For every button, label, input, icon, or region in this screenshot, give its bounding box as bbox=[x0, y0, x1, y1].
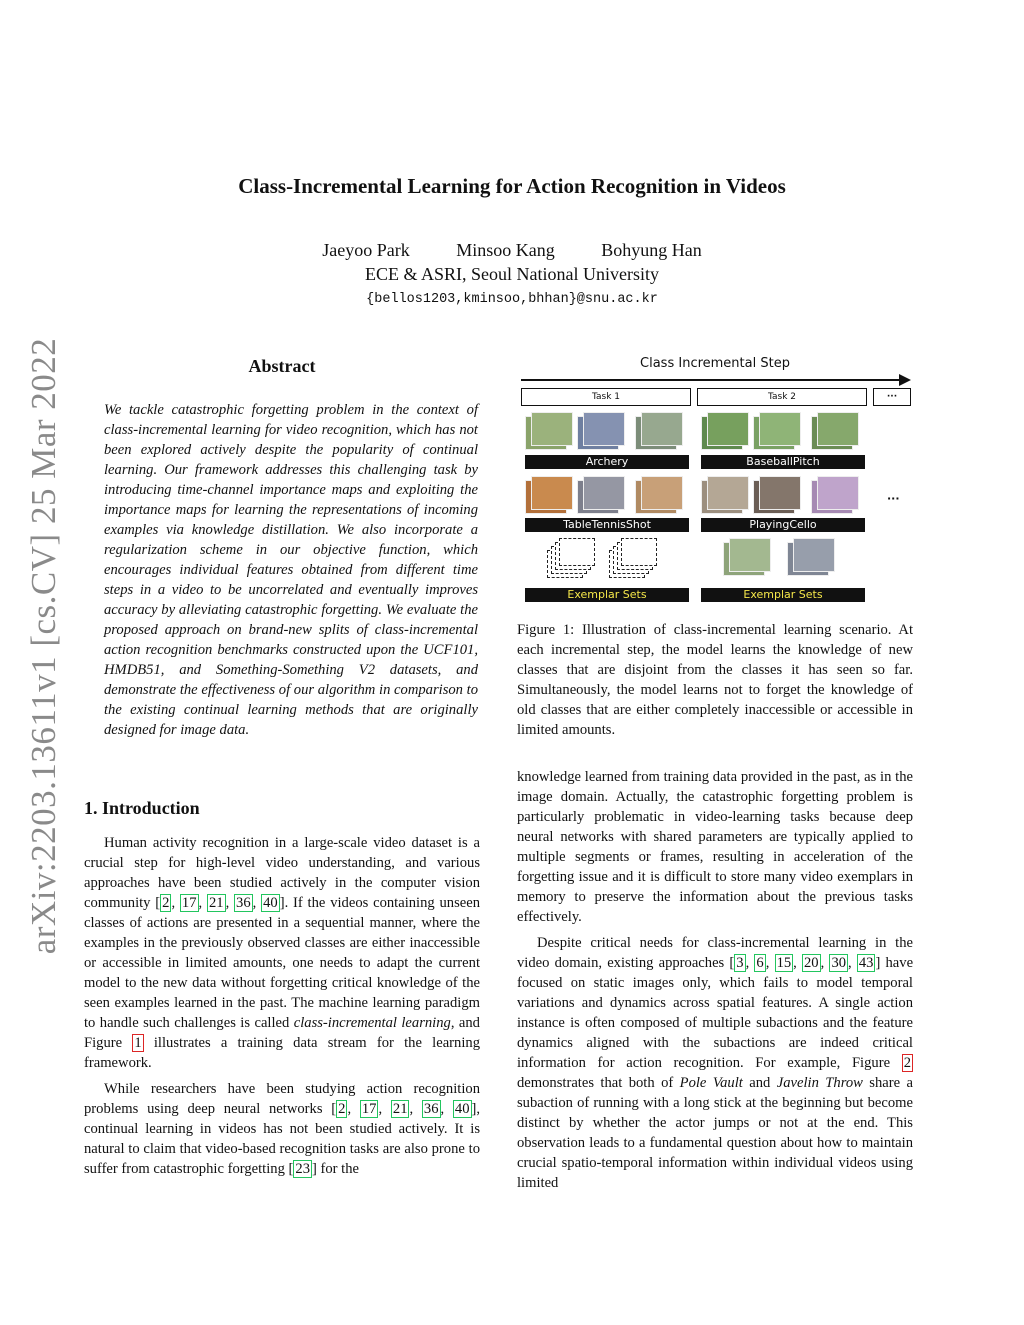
task-1-box: Task 1 bbox=[521, 388, 691, 406]
arxiv-identifier: arXiv:2203.13611v1 [cs.CV] 25 Mar 2022 bbox=[24, 337, 63, 955]
step-arrow bbox=[521, 379, 901, 381]
figure-1 bbox=[517, 352, 913, 604]
more-tasks-box: ··· bbox=[873, 388, 911, 406]
video-frames-baseballpitch bbox=[701, 412, 867, 458]
exemplar-frames bbox=[723, 538, 853, 584]
citation-link[interactable]: 2 bbox=[338, 1101, 346, 1117]
author: Minsoo Kang bbox=[456, 240, 555, 260]
exemplar-sets-label: Exemplar Sets bbox=[701, 588, 865, 602]
citation-link[interactable]: 21 bbox=[392, 1101, 408, 1117]
citation-link[interactable]: 30 bbox=[831, 955, 847, 971]
arrow-head-icon bbox=[899, 374, 911, 386]
section-heading-introduction: 1. Introduction bbox=[84, 798, 200, 818]
paper-title: Class-Incremental Learning for Action Recognition in Videos bbox=[238, 174, 786, 198]
citation-link[interactable]: 23 bbox=[295, 1161, 310, 1177]
citation-link[interactable]: 36 bbox=[423, 1101, 439, 1117]
figure-1-caption: Figure 1: Illustration of class-incremental learning scenario. At each incremental step, the model learns the knowledge of new classes that are disjoint from the classes it has seen so far. Simultaneously, the model learns not to forget the knowledge of old classes that are either completely inaccessible or accessible in limited amounts. bbox=[517, 622, 913, 738]
figure-link[interactable]: 2 bbox=[903, 1055, 911, 1071]
citation-link[interactable]: 40 bbox=[263, 895, 278, 911]
class-label-baseballpitch: BaseballPitch bbox=[701, 455, 865, 469]
affiliation: ECE & ASRI, Seoul National University bbox=[365, 264, 659, 284]
more-classes-indicator: ··· bbox=[887, 492, 900, 505]
paragraph: Human activity recognition in a large-scale video dataset is a crucial step for high-level video understanding, and various approaches have been studied actively in the computer vision community [ 2 , 17 , 21 , 36 , 40 ]. If the videos containing unseen classes of actions are presented in a sequential manner, where the examples in the previously observed classes are either inaccessible or accessible in limited amounts, one needs to adapt the current model to the new data without forgetting critical knowledge of the seen examples learned in the past. The machine learning paradigm to handle such challenges is called class-incremental learning, and Figure 1 illustrates a training data stream for the learning framework. bbox=[84, 835, 481, 1071]
figure-step-label: Class Incremental Step bbox=[640, 356, 790, 371]
author: Jaeyoo Park bbox=[322, 240, 410, 260]
citation-link[interactable]: 6 bbox=[756, 955, 764, 971]
figure-link[interactable]: 1 bbox=[134, 1035, 142, 1051]
exemplar-sets-label: Exemplar Sets bbox=[525, 588, 689, 602]
video-frames-tabletennisshot bbox=[525, 476, 691, 522]
class-label-tabletennisshot: TableTennisShot bbox=[525, 518, 689, 532]
citation-link[interactable]: 3 bbox=[736, 955, 744, 971]
abstract-text: We tackle catastrophic forgetting problem in the context of class-incremental learning for video recognition, which has not been explored actively despite the popularity of continual learning. Our framework addresses this challenging task by introducing time-channel importance maps and exploiting the importance maps for learning the representations of incoming examples via knowledge distillation. We also incorporate a regularization scheme in our objective function, which encourages individual features obtained from different time steps in a video to be uncorrelated and eventually improves accuracy by alleviating catastrophic forgetting. We evaluate the proposed approach on brand-new splits of class-incremental action recognition benchmarks constructed upon the UCF101, HMDB51, and Something-Something V2 datasets, and demonstrate the effectiveness of our algorithm in comparison to the existing continual learning methods that are originally designed for image data. bbox=[104, 402, 478, 738]
right-column-body bbox=[517, 767, 913, 1193]
class-label-archery: Archery bbox=[525, 455, 689, 469]
author-list bbox=[0, 240, 1024, 261]
video-frames-archery bbox=[525, 412, 691, 458]
paragraph: Despite critical needs for class-incremental learning in the video domain, existing approaches [ 3 , 6 , 15 , 20 , 30 , 43 ] have focused on static images only, which fails to model temporal variations and dynamics across spatial features. A single action instance is often composed of multiple subactions and the feature dynamics aligned with the subactions are indeed critical information for action recognition. For example, Figure 2 demonstrates that both of Pole Vault and Javelin Throw share a subaction of running with a long stick at the beginning but become distinct by whether the actor jumps or not at the end. This observation leads to a fundamental question about how to maintain crucial spatio-temporal information within individual videos using limited bbox=[517, 935, 914, 1191]
exemplar-placeholder bbox=[547, 538, 593, 578]
exemplar-placeholder bbox=[609, 538, 655, 578]
task-2-box: Task 2 bbox=[697, 388, 867, 406]
citation-link[interactable]: 15 bbox=[776, 955, 792, 971]
video-frames-playingcello bbox=[701, 476, 867, 522]
author: Bohyung Han bbox=[601, 240, 702, 260]
paragraph: While researchers have been studying action recognition problems using deep neural networks [ 2 , 17 , 21 , 36 , 40 ], continual learning in videos has not been studied actively. It is natural to claim that video-based recognition tasks are also prone to suffer from catastrophic forgetting [ 23 ] for the bbox=[84, 1081, 481, 1177]
citation-link[interactable]: 20 bbox=[804, 955, 819, 971]
abstract-heading: Abstract bbox=[248, 356, 316, 376]
author-emails: {bellos1203,kminsoo,bhhan}@snu.ac.kr bbox=[366, 292, 658, 307]
paragraph: knowledge learned from training data provided in the past, as in the image domain. Actually, the catastrophic forgetting problem is particularly problematic in video-learning tasks because deep neural networks with shared parameters are typically applied to multiple segments or frames, resulting in acceleration of the forgetting issue and it is difficult to store many video exemplars in memory to preserve the information about the previous tasks effectively. bbox=[517, 769, 913, 925]
citation-link[interactable]: 17 bbox=[361, 1101, 377, 1117]
citation-link[interactable]: 2 bbox=[162, 895, 170, 911]
citation-link[interactable]: 36 bbox=[236, 895, 251, 911]
class-label-playingcello: PlayingCello bbox=[701, 518, 865, 532]
citation-link[interactable]: 21 bbox=[208, 895, 224, 911]
citation-link[interactable]: 43 bbox=[858, 955, 874, 971]
introduction-body bbox=[84, 833, 480, 1179]
citation-link[interactable]: 40 bbox=[454, 1101, 470, 1117]
citation-link[interactable]: 17 bbox=[181, 895, 197, 911]
